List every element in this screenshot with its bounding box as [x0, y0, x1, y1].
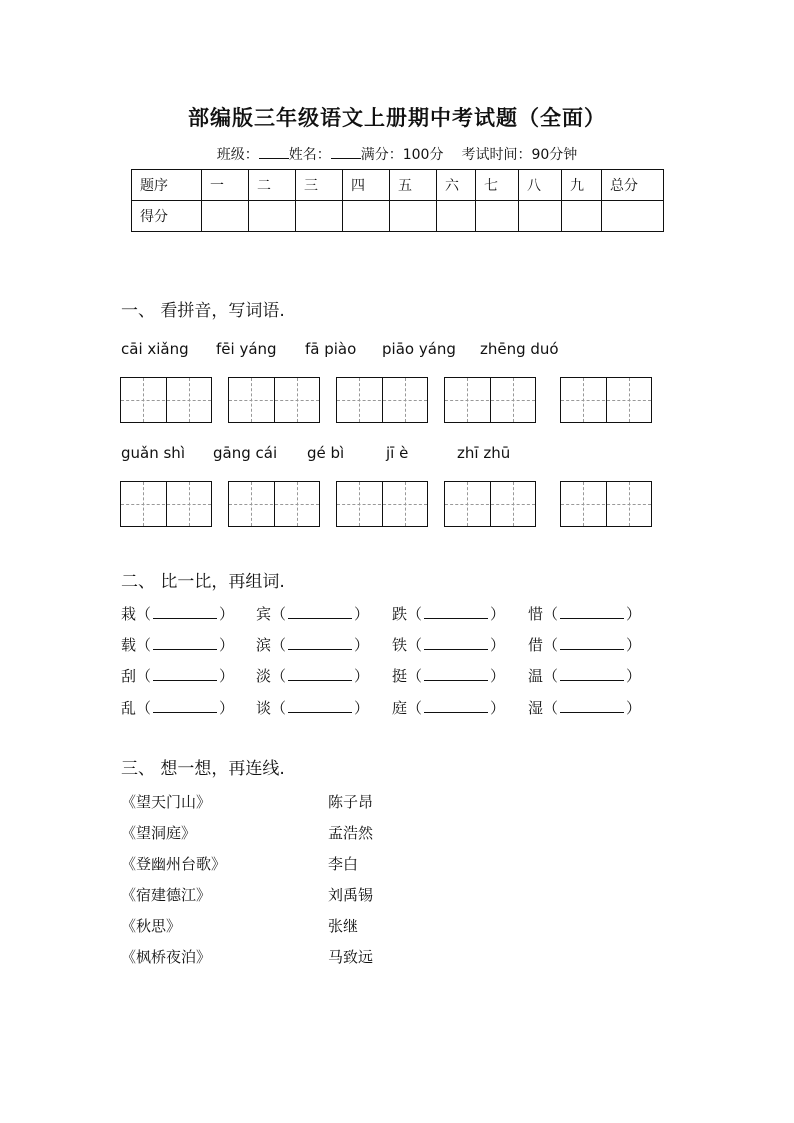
answer-blank[interactable]	[288, 698, 352, 713]
writing-grid[interactable]	[444, 481, 536, 527]
answer-blank[interactable]	[288, 666, 352, 681]
writing-grid[interactable]	[120, 377, 212, 423]
poem-title[interactable]: 《望洞庭》	[121, 824, 197, 842]
score-table	[131, 169, 664, 232]
close-paren: ）	[490, 636, 506, 654]
close-paren: ）	[626, 605, 642, 623]
poem-title[interactable]: 《枫桥夜泊》	[121, 948, 212, 966]
compare-char: 谈	[256, 699, 272, 717]
open-paren: （	[136, 605, 152, 623]
score-header-cell: 四	[343, 170, 390, 201]
open-paren: （	[271, 667, 287, 685]
pinyin-label: piāo yáng	[382, 340, 456, 358]
open-paren: （	[543, 699, 559, 717]
answer-blank[interactable]	[288, 604, 352, 619]
poet-name[interactable]: 张继	[328, 917, 359, 935]
compare-item	[528, 665, 641, 686]
close-paren: ）	[354, 636, 370, 654]
close-paren: ）	[626, 699, 642, 717]
score-input-cell[interactable]	[437, 201, 476, 232]
close-paren: ）	[219, 667, 235, 685]
compare-item	[528, 603, 641, 624]
poet-name[interactable]: 陈子昂	[328, 793, 374, 811]
open-paren: （	[136, 636, 152, 654]
poet-name[interactable]: 孟浩然	[328, 824, 374, 842]
close-paren: ）	[354, 667, 370, 685]
poet-name[interactable]: 刘禹锡	[328, 886, 374, 904]
score-input-cell[interactable]	[519, 201, 562, 232]
answer-blank[interactable]	[153, 698, 217, 713]
writing-grid[interactable]	[228, 481, 320, 527]
class-blank	[259, 146, 289, 159]
compare-item	[256, 697, 369, 718]
poet-name[interactable]: 李白	[328, 855, 359, 873]
answer-blank[interactable]	[288, 635, 352, 650]
writing-grid[interactable]	[560, 481, 652, 527]
compare-char: 淡	[256, 667, 272, 685]
pinyin-label: fēi yáng	[216, 340, 277, 358]
writing-grid[interactable]	[120, 481, 212, 527]
writing-grid[interactable]	[444, 377, 536, 423]
name-blank	[331, 146, 361, 159]
compare-char: 惜	[528, 605, 544, 623]
compare-item	[256, 665, 369, 686]
answer-blank[interactable]	[424, 698, 488, 713]
writing-grid[interactable]	[228, 377, 320, 423]
section-2-heading: 二、 比一比，再组词.	[121, 572, 285, 592]
writing-grid[interactable]	[336, 377, 428, 423]
score-row-label: 得分	[132, 201, 202, 232]
close-paren: ）	[490, 667, 506, 685]
open-paren: （	[136, 699, 152, 717]
open-paren: （	[407, 699, 423, 717]
compare-char: 铁	[392, 636, 408, 654]
score-input-cell[interactable]	[296, 201, 343, 232]
section-3-heading: 三、 想一想，再连线.	[121, 759, 285, 779]
pinyin-label: zhī zhū	[457, 444, 511, 462]
compare-item	[121, 697, 234, 718]
poem-title[interactable]: 《秋思》	[121, 917, 182, 935]
open-paren: （	[407, 605, 423, 623]
score-header-cell: 一	[202, 170, 249, 201]
exam-time: 考试时间：90分钟	[461, 147, 578, 163]
page-title: 部编版三年级语文上册期中考试题（全面）	[188, 106, 606, 130]
poem-title[interactable]: 《宿建德江》	[121, 886, 212, 904]
score-input-cell[interactable]	[562, 201, 602, 232]
close-paren: ）	[490, 699, 506, 717]
compare-char: 借	[528, 636, 544, 654]
compare-item	[392, 665, 505, 686]
pinyin-label: gāng cái	[213, 444, 278, 462]
score-header-cell: 题序	[132, 170, 202, 201]
open-paren: （	[543, 667, 559, 685]
score-header-cell: 三	[296, 170, 343, 201]
close-paren: ）	[490, 605, 506, 623]
compare-char: 挺	[392, 667, 408, 685]
compare-char: 滨	[256, 636, 272, 654]
compare-item	[528, 634, 641, 655]
poet-name[interactable]: 马致远	[328, 948, 374, 966]
writing-grid[interactable]	[336, 481, 428, 527]
answer-blank[interactable]	[424, 635, 488, 650]
compare-item	[392, 697, 505, 718]
score-table-header-row	[132, 170, 664, 201]
answer-blank[interactable]	[424, 666, 488, 681]
writing-grid[interactable]	[560, 377, 652, 423]
close-paren: ）	[354, 699, 370, 717]
pinyin-label: guǎn shì	[121, 444, 185, 462]
compare-char: 载	[121, 636, 137, 654]
close-paren: ）	[354, 605, 370, 623]
close-paren: ）	[219, 605, 235, 623]
close-paren: ）	[219, 699, 235, 717]
score-header-cell: 九	[562, 170, 602, 201]
close-paren: ）	[626, 636, 642, 654]
score-header-cell: 五	[390, 170, 437, 201]
section-1-heading: 一、 看拼音，写词语.	[121, 301, 285, 321]
pinyin-label: jī è	[386, 444, 409, 462]
full-score: 满分：100分	[360, 147, 444, 163]
compare-item	[392, 634, 505, 655]
score-header-cell: 八	[519, 170, 562, 201]
close-paren: ）	[626, 667, 642, 685]
score-input-cell[interactable]	[390, 201, 437, 232]
compare-char: 栽	[121, 605, 137, 623]
pinyin-label: zhēng duó	[480, 340, 559, 358]
open-paren: （	[407, 636, 423, 654]
open-paren: （	[543, 636, 559, 654]
name-label: 姓名：	[288, 147, 331, 163]
exam-info	[0, 144, 794, 164]
open-paren: （	[543, 605, 559, 623]
pinyin-label: fā piào	[305, 340, 357, 358]
answer-blank[interactable]	[153, 604, 217, 619]
compare-char: 乱	[121, 699, 137, 717]
open-paren: （	[271, 636, 287, 654]
compare-char: 湿	[528, 699, 544, 717]
score-header-cell: 总分	[602, 170, 664, 201]
score-header-cell: 六	[437, 170, 476, 201]
compare-item	[121, 634, 234, 655]
compare-item	[256, 634, 369, 655]
answer-blank[interactable]	[424, 604, 488, 619]
compare-char: 庭	[392, 699, 408, 717]
score-input-cell[interactable]	[249, 201, 296, 232]
open-paren: （	[407, 667, 423, 685]
compare-item	[121, 603, 234, 624]
answer-blank[interactable]	[153, 666, 217, 681]
score-header-cell: 七	[476, 170, 519, 201]
answer-blank[interactable]	[560, 604, 624, 619]
class-label: 班级：	[216, 147, 259, 163]
compare-char: 宾	[256, 605, 272, 623]
score-input-cell[interactable]	[602, 201, 664, 232]
score-input-cell[interactable]	[343, 201, 390, 232]
answer-blank[interactable]	[560, 666, 624, 681]
compare-char: 温	[528, 667, 544, 685]
close-paren: ）	[219, 636, 235, 654]
open-paren: （	[136, 667, 152, 685]
score-input-cell[interactable]	[476, 201, 519, 232]
compare-item	[121, 665, 234, 686]
score-header-cell: 二	[249, 170, 296, 201]
open-paren: （	[271, 605, 287, 623]
compare-item	[392, 603, 505, 624]
score-table-score-row	[132, 201, 664, 232]
compare-item	[528, 697, 641, 718]
poem-title[interactable]: 《望天门山》	[121, 793, 212, 811]
pinyin-label: gé bì	[307, 444, 345, 462]
answer-blank[interactable]	[560, 698, 624, 713]
compare-char: 跌	[392, 605, 408, 623]
answer-blank[interactable]	[153, 635, 217, 650]
answer-blank[interactable]	[560, 635, 624, 650]
compare-item	[256, 603, 369, 624]
compare-char: 刮	[121, 667, 137, 685]
poem-title[interactable]: 《登幽州台歌》	[121, 855, 227, 873]
open-paren: （	[271, 699, 287, 717]
pinyin-label: cāi xiǎng	[121, 340, 189, 358]
score-input-cell[interactable]	[202, 201, 249, 232]
